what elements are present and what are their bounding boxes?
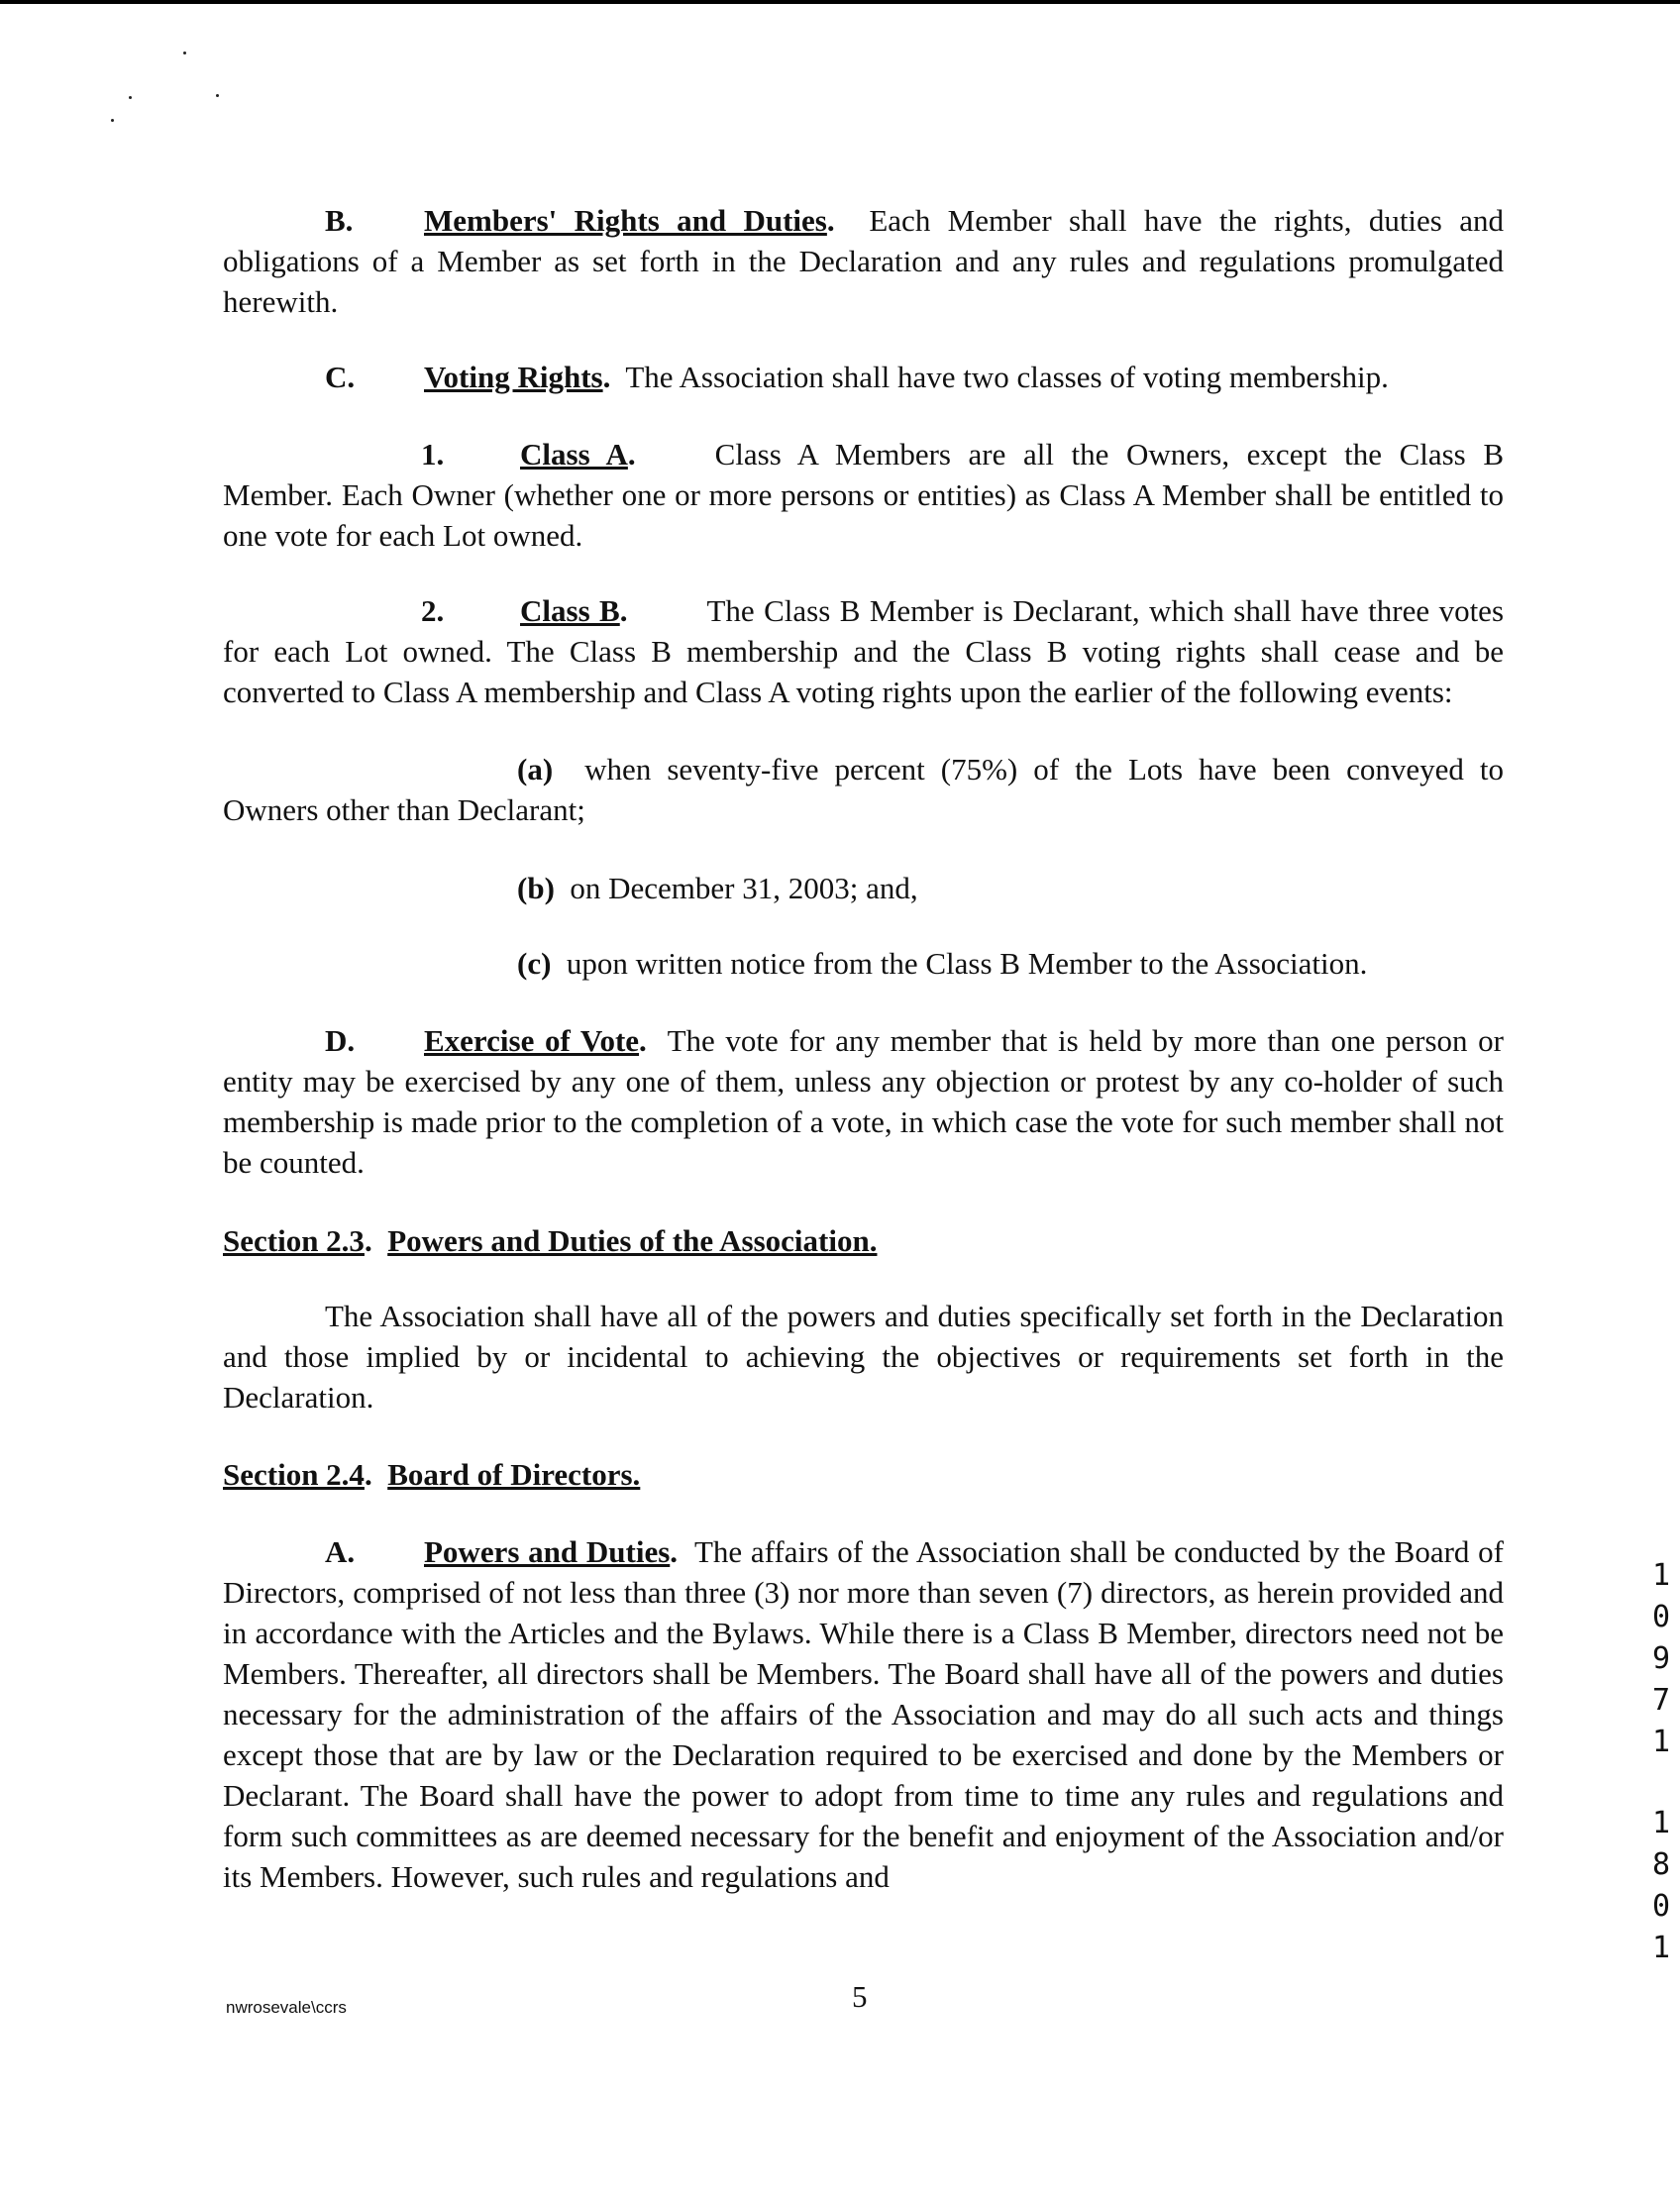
paragraph-text: The Association shall have two classes of voting membership. (625, 360, 1389, 394)
paragraph-text: The affairs of the Association shall be conducted by the Board of Directors, comprised of not less than three (3) nor more than seven (7) directors, as herein provided and in accordance with the Articles and the Bylaws. While there is a Class B Member, directors need not be Members. Thereafter, all directors shall be Members. The Board shall have all of the powers and duties necessary for the administration of the affairs of the Association and may do all such acts and things except those that are by law or the Declaration required to be exercised and done by the Members or Declarant. The Board shall have the power to adopt from time to time any rules and regulations and form such committees as are deemed necessary for the benefit and enjoyment of the Association and/or its Members. However, such rules and regulations and (223, 1534, 1504, 1894)
stamp-digit: 1 (1651, 1558, 1671, 1593)
event-a (223, 749, 1504, 830)
scan-speck (216, 94, 219, 97)
paragraph-text: The Class B Member is Declarant, which shall have three votes for each Lot owned. The Class B membership and the Class B voting rights shall cease and be converted to Class A membership and Class A voting rights upon the earlier of the following events: (223, 593, 1505, 709)
event-text: on December 31, 2003; and, (570, 871, 918, 905)
paragraph-label: D. (325, 1023, 356, 1058)
event-c (223, 943, 1504, 984)
stamp-digit: 0 (1651, 1600, 1671, 1634)
paragraph-c: C. Voting Rights. The Association shall have two classes of voting membership. (223, 357, 1504, 397)
paragraph-label: B. (325, 203, 354, 238)
stamp-digit: 1 (1651, 1931, 1671, 1965)
paragraph-text: The vote for any member that is held by more than one person or entity may be exercised by any one of them, unless any objection or protest by any co-holder of such membership is made prior to the completion of a vote, in which case the vote for such member shall not be counted. (223, 1023, 1505, 1180)
paragraph-title: Class B (520, 593, 620, 628)
section-number: Section 2.3 (223, 1223, 365, 1258)
paragraph-label: 2. (421, 593, 445, 628)
scan-speck (183, 52, 186, 54)
paragraph-label: C. (325, 360, 356, 394)
paragraph-label: 1. (421, 437, 445, 472)
page-number: 5 (852, 1979, 868, 2014)
paragraph-class-a: 1. Class A. Class A Members are all the Owners, except the Class B Member. Each Owner (whether one or more persons or entities) as Class A Member shall be entitled to one vote for each Lot owned. (223, 434, 1504, 556)
section-2-4-heading: Section 2.4. Board of Directors. (223, 1457, 641, 1492)
event-text: when seventy-five percent (75%) of the Lots have been conveyed to Owners other than Declarant; (223, 752, 1505, 827)
section-2-3-text (223, 1296, 1504, 1417)
section-title: Powers and Duties of the Association. (387, 1223, 878, 1258)
stamp-digit: 1 (1651, 1725, 1671, 1759)
paragraph-title: Powers and Duties (424, 1534, 671, 1569)
stamp-digit: 8 (1651, 1847, 1671, 1882)
event-text: upon written notice from the Class B Member to the Association. (566, 946, 1368, 981)
paragraph-text: The Association shall have all of the powers and duties specifically set forth in the Declaration and those implied by or incidental to achieving the objectives or requirements set forth in the Declaration. (223, 1299, 1504, 1415)
recording-number-stamp (1649, 1555, 1673, 1969)
paragraph-title: Voting Rights (424, 360, 603, 394)
paragraph-b: B. Members' Rights and Duties. Each Member shall have the rights, duties and obligations of a Member as set forth in the Declaration and any rules and regulations promulgated herewith. (223, 200, 1504, 322)
event-label: (b) (517, 871, 555, 905)
paragraph-text: Each Member shall have the rights, duties and obligations of a Member as set forth in the Declaration and any rules and regulations promulgated herewith. (223, 203, 1504, 319)
footer-file-reference: nwrosevale\ccrs (226, 1998, 347, 2017)
paragraph-d: D. Exercise of Vote. The vote for any member that is held by more than one person or entity may be exercised by any one of them, unless any objection or protest by any co-holder of such membership is made prior to the completion of a vote, in which case the vote for such member shall not be counted. (223, 1020, 1504, 1183)
section-title: Board of Directors. (387, 1457, 641, 1492)
paragraph-text: Class A Members are all the Owners, except the Class B Member. Each Owner (whether one or more persons or entities) as Class A Member shall be entitled to one vote for each Lot owned. (223, 437, 1504, 553)
paragraph-title: Class A (520, 437, 628, 472)
stamp-digit: 1 (1651, 1806, 1671, 1840)
stamp-digit: 9 (1651, 1641, 1671, 1676)
paragraph-label: A. (325, 1534, 356, 1569)
paragraph-powers-and-duties: A. Powers and Duties. The affairs of the Association shall be conducted by the Board of Directors, comprised of not less than three (3) nor more than seven (7) directors, as herein provided and in accordance with the Articles and the Bylaws. While there is a Class B Member, directors need not be Members. Thereafter, all directors shall be Members. The Board shall have all of the powers and duties necessary for the administration of the affairs of the Association and may do all such acts and things except those that are by law or the Declaration required to be exercised and done by the Members or Declarant. The Board shall have the power to adopt from time to time any rules and regulations and form such committees as are deemed necessary for the benefit and enjoyment of the Association and/or its Members. However, such rules and regulations and (223, 1531, 1504, 1897)
scan-top-border (0, 0, 1680, 4)
paragraph-title: Members' Rights and Duties (424, 203, 827, 238)
scan-speck (129, 96, 132, 99)
scan-speck (111, 119, 114, 122)
paragraph-title: Exercise of Vote (424, 1023, 640, 1058)
event-label: (a) (517, 752, 554, 787)
stamp-digit: 0 (1651, 1889, 1671, 1924)
event-label: (c) (517, 946, 552, 981)
paragraph-class-b: 2. Class B. The Class B Member is Declarant, which shall have three votes for each Lot owned. The Class B membership and the Class B voting rights shall cease and be converted to Class A membership and Class A voting rights upon the earlier of the following events: (223, 590, 1504, 712)
stamp-digit: 7 (1651, 1683, 1671, 1718)
section-2-3-heading: Section 2.3. Powers and Duties of the Association. (223, 1223, 878, 1258)
event-b (223, 868, 1504, 908)
section-number: Section 2.4 (223, 1457, 365, 1492)
